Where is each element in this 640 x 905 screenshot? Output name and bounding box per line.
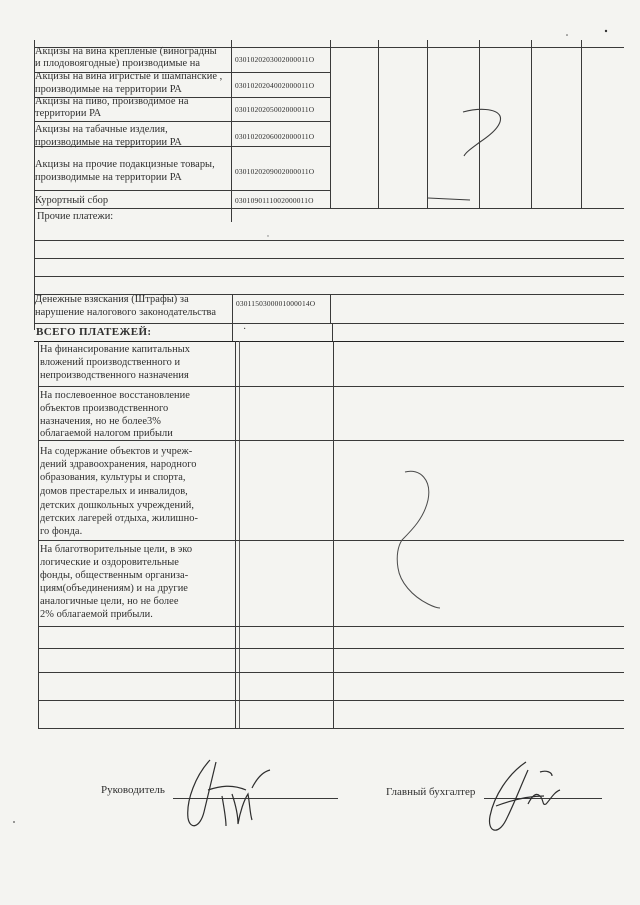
purpose-line: На финансирование капитальных <box>40 344 190 355</box>
speck <box>267 235 268 236</box>
row-code: 0301020206002000011О <box>235 132 315 141</box>
table-col-divider-5 <box>531 40 532 208</box>
dash-mark-top-tail <box>428 198 470 200</box>
speck <box>605 30 607 32</box>
row-line <box>34 208 330 209</box>
purpose-line: На послевоенное восстановление <box>40 390 190 401</box>
row-code: 0301020205002000011О <box>235 105 315 114</box>
table-col-divider-4 <box>479 40 480 208</box>
purpose-line: На благотворительные цели, в эко <box>40 544 193 555</box>
row-line <box>330 208 624 209</box>
blank-line <box>38 672 624 673</box>
blank-line <box>34 240 624 241</box>
purpose-line: На содержание объектов и учреж- <box>40 446 193 457</box>
total-label: ВСЕГО ПЛАТЕЖЕЙ: <box>36 326 152 338</box>
row-label: производимые на территории РА <box>35 84 182 95</box>
purpose-line: непроизводственного назначения <box>40 370 189 381</box>
purpose-line: го фонда. <box>40 526 83 537</box>
table-col-divider-1 <box>330 40 331 208</box>
blank-line <box>38 648 624 649</box>
speck <box>566 34 568 36</box>
purpose-line: вложений производственного и <box>40 357 181 368</box>
lower-divider-1 <box>235 341 236 729</box>
row-label: Акцизы на пиво, производимое на <box>35 96 189 107</box>
row-label: Акцизы на прочие подакцизные товары, <box>35 159 215 170</box>
dash-mark-top <box>463 109 500 156</box>
fines-col-divider <box>330 294 331 324</box>
row-label: Акцизы на вина крепленые (виноградны <box>35 46 217 57</box>
purpose-line: образования, культуры и спорта, <box>40 472 186 483</box>
accountant-signature <box>489 762 560 830</box>
purpose-line: домов престарелых и инвалидов, <box>40 486 188 497</box>
purpose-line: облагаемой налогом прибыли <box>40 428 173 439</box>
row-label: Курортный сбор <box>35 195 109 206</box>
purpose-line: назначения, но не более3% <box>40 416 161 427</box>
fines-bottom-line <box>34 323 624 324</box>
table-col-divider-2 <box>378 40 379 208</box>
purpose-line: циям(объединениям) и на другие <box>40 583 188 594</box>
other-payments-label: Прочие платежи: <box>37 211 114 222</box>
purpose-line: логические и оздоровительные <box>40 557 179 568</box>
row-line <box>34 190 330 191</box>
blank-line <box>34 276 624 277</box>
row-line <box>38 540 624 541</box>
head-signature-line <box>173 798 338 799</box>
row-code: 0301020209002000011О <box>235 167 315 176</box>
row-label: Акцизы на вина игристые и шампанские , <box>35 71 223 82</box>
head-signature <box>188 760 270 826</box>
row-label: производимые на территории РА <box>35 137 182 148</box>
row-label: территории РА <box>35 108 102 119</box>
row-code: 0301020203002000011О <box>235 55 315 64</box>
purpose-line: аналогичные цели, но не более <box>40 596 179 607</box>
speck <box>13 821 15 823</box>
purpose-line: дений здравоохранения, народного <box>40 459 197 470</box>
lower-divider-2 <box>333 341 334 729</box>
total-divider <box>232 323 233 341</box>
fines-label: нарушение налогового законодательства <box>35 307 217 318</box>
fines-label: Денежные взяскания (Штрафы) за <box>35 294 189 305</box>
row-label: и плодовоягодные) производимые на <box>35 58 201 69</box>
table-col-divider-6 <box>581 40 582 208</box>
accountant-signature-line <box>484 798 602 799</box>
table-col-divider-3 <box>427 40 428 208</box>
accountant-signature-label: Главный бухгалтер <box>386 786 476 798</box>
row-code: 0301020204002000011О <box>235 81 315 90</box>
total-bottom-line <box>34 341 624 342</box>
row-code: 0301090111002000011О <box>235 196 314 205</box>
purpose-line: фонды, общественным организа- <box>40 570 189 581</box>
row-line <box>34 121 330 122</box>
blank-line <box>38 728 624 729</box>
table-code-divider <box>231 40 232 222</box>
head-signature-label: Руководитель <box>101 784 165 796</box>
total-mark: · <box>243 324 247 335</box>
row-label: производимые на территории РА <box>35 172 182 183</box>
lower-left-border <box>38 341 39 729</box>
purpose-line: 2% облагаемой прибыли. <box>40 609 153 620</box>
fines-code: 0301150300001000014О <box>236 299 316 308</box>
purpose-line: объектов производственного <box>40 403 169 414</box>
row-line <box>38 626 624 627</box>
total-divider <box>332 323 333 341</box>
purpose-line: детских лагерей отдыха, жилишно- <box>40 513 198 524</box>
purpose-line: детских дошкольных учреждений, <box>40 500 194 511</box>
row-line <box>38 386 624 387</box>
row-label: Акцизы на табачные изделия, <box>35 124 168 135</box>
lower-divider-1b <box>239 341 240 729</box>
fines-code-divider <box>232 294 233 324</box>
blank-line <box>34 258 624 259</box>
blank-line <box>38 700 624 701</box>
